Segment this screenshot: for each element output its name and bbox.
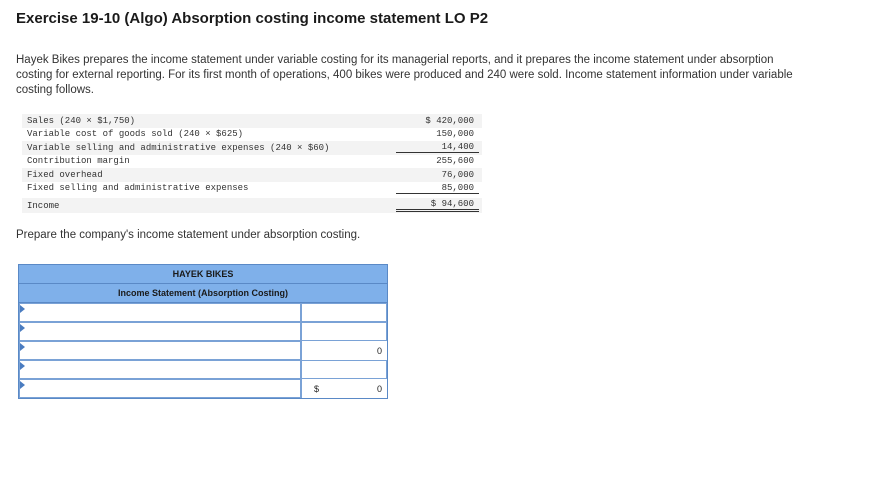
given-row-variable-sga xyxy=(22,141,482,155)
given-row-income xyxy=(22,198,482,213)
dropdown-marker-icon xyxy=(20,305,25,313)
dropdown-marker-icon xyxy=(20,343,25,351)
instruction-prompt: Prepare the company's income statement under absorption costing. xyxy=(16,229,361,241)
given-amount: 76,000 xyxy=(441,169,474,180)
given-amount: 85,000 xyxy=(396,183,479,194)
given-label: Fixed selling and administrative expenses xyxy=(27,183,249,194)
given-row-sales xyxy=(22,114,482,128)
subtotal-value: 0 xyxy=(376,345,382,356)
statement-row-subtotal xyxy=(19,341,387,360)
given-row-variable-cogs xyxy=(22,128,482,142)
given-label: Variable cost of goods sold (240 × $625) xyxy=(27,129,244,140)
given-amount: $ 94,600 xyxy=(396,199,479,212)
statement-company-name: HAYEK BIKES xyxy=(19,265,387,284)
line-item-dropdown[interactable] xyxy=(19,303,301,322)
line-item-dropdown[interactable] xyxy=(19,322,301,341)
given-amount: 14,400 xyxy=(396,142,479,153)
amount-input[interactable] xyxy=(301,322,387,341)
given-label: Fixed overhead xyxy=(27,169,103,180)
exercise-title: Exercise 19-10 (Algo) Absorption costing income statement LO P2 xyxy=(16,10,489,27)
currency-symbol: $ xyxy=(314,383,320,394)
given-row-fixed-overhead xyxy=(22,168,482,182)
given-label: Income xyxy=(27,200,60,211)
given-label: Contribution margin xyxy=(27,156,130,167)
dropdown-marker-icon xyxy=(20,381,25,389)
statement-row xyxy=(19,360,387,379)
dropdown-marker-icon xyxy=(20,324,25,332)
problem-description: Hayek Bikes prepares the income statement under variable costing for its managerial reports, and it prepares the income statement under absorption costing for external reporting. For its first month of operations, 400 bikes were produced and 240 were sold. Income statement information under variable costing follows. xyxy=(16,54,793,96)
amount-input[interactable] xyxy=(301,360,387,379)
given-row-contribution-margin xyxy=(22,155,482,169)
line-item-dropdown[interactable] xyxy=(19,379,301,398)
given-label: Sales (240 × $1,750) xyxy=(27,115,136,126)
statement-row xyxy=(19,303,387,322)
total-value: 0 xyxy=(376,383,382,394)
given-amount: 255,600 xyxy=(436,156,474,167)
subtotal-amount xyxy=(301,341,387,360)
statement-row-total xyxy=(19,379,387,398)
statement-row xyxy=(19,322,387,341)
amount-input[interactable] xyxy=(301,303,387,322)
absorption-statement-worksheet xyxy=(18,264,388,399)
given-row-fixed-sga xyxy=(22,182,482,196)
given-variable-costing-statement xyxy=(22,114,482,213)
given-amount: $ 420,000 xyxy=(425,115,474,126)
given-amount: 150,000 xyxy=(436,129,474,140)
line-item-dropdown[interactable] xyxy=(19,341,301,360)
statement-heading: Income Statement (Absorption Costing) xyxy=(19,284,387,303)
total-amount xyxy=(301,379,387,398)
given-label: Variable selling and administrative expenses (240 × $60) xyxy=(27,142,330,153)
dropdown-marker-icon xyxy=(20,362,25,370)
line-item-dropdown[interactable] xyxy=(19,360,301,379)
